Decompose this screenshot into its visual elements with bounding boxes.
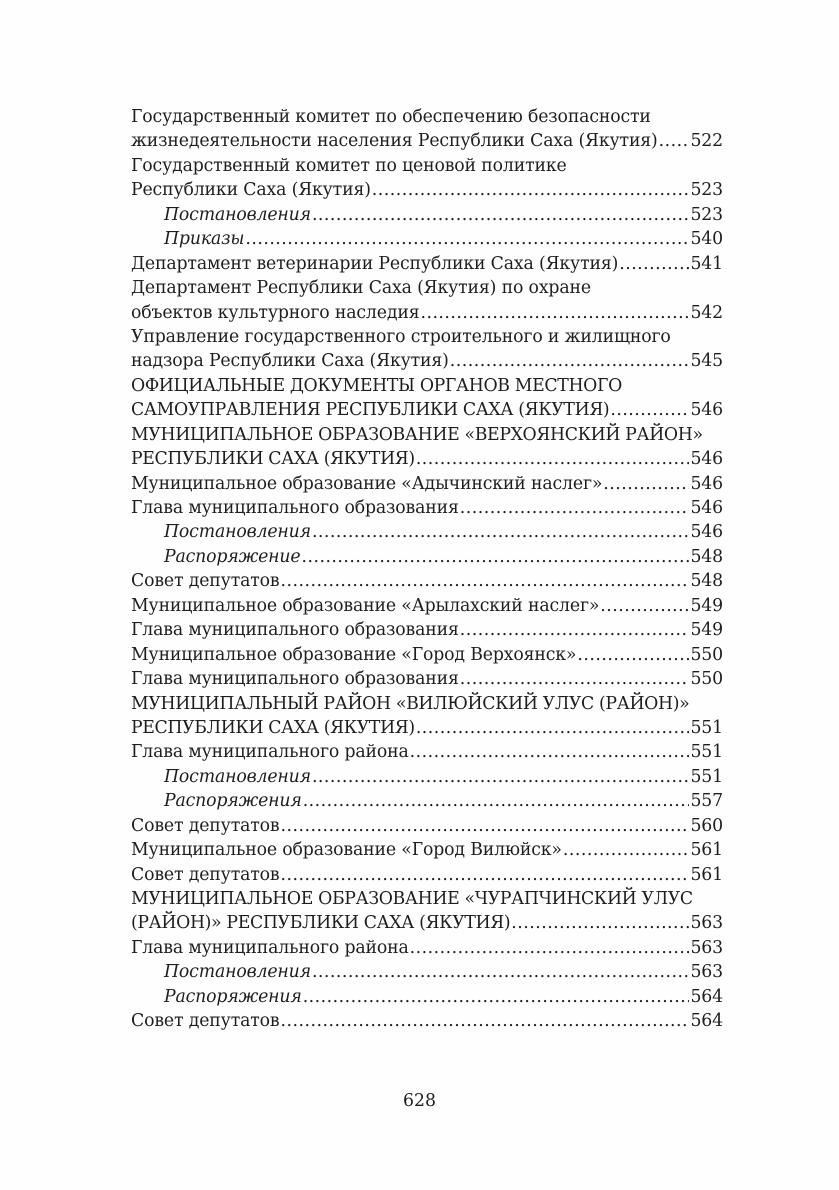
toc-entry-title: Глава муниципального района bbox=[131, 937, 409, 958]
dot-leader bbox=[312, 960, 690, 984]
toc-entry-title: МУНИЦИПАЛЬНОЕ ОБРАЗОВАНИЕ «ВЕРХОЯНСКИЙ РАЙОН» bbox=[131, 424, 703, 445]
toc-entry-title: Постановления bbox=[164, 204, 311, 225]
toc-entry-line bbox=[131, 545, 723, 569]
toc-entry-title: МУНИЦИПАЛЬНОЕ ОБРАЗОВАНИЕ «ЧУРАПЧИНСКИЙ УЛУС bbox=[131, 889, 693, 909]
toc-page-number: 560 bbox=[690, 815, 723, 836]
dot-leader bbox=[312, 520, 690, 544]
toc-entry bbox=[131, 105, 723, 154]
toc-entry-line bbox=[131, 129, 723, 153]
toc-entry-title: Муниципальное образование «Арылахский наслег» bbox=[131, 595, 600, 616]
toc-entry bbox=[131, 423, 723, 472]
toc-entry-line bbox=[131, 154, 723, 178]
toc-page-number: 546 bbox=[690, 473, 723, 494]
toc-entry-line bbox=[131, 349, 723, 373]
toc-entry bbox=[131, 887, 723, 936]
toc-entry-title: Глава муниципального образования bbox=[131, 620, 459, 641]
toc-entry-line bbox=[131, 301, 723, 325]
toc-entry-title: Совет депутатов bbox=[131, 815, 280, 836]
dot-leader bbox=[281, 863, 690, 887]
toc-entry-title: Департамент Республики Саха (Якутия) по охране bbox=[131, 278, 591, 299]
toc-page-number: 551 bbox=[690, 766, 723, 787]
toc-entry-title: Совет депутатов bbox=[131, 864, 280, 885]
toc-entry-title: Постановления bbox=[164, 962, 311, 983]
toc-entry-line bbox=[131, 325, 723, 349]
toc-entry-title: Глава муниципального образования bbox=[131, 498, 459, 518]
toc-entry-title: Распоряжения bbox=[164, 986, 302, 1007]
toc-entry bbox=[131, 936, 723, 960]
toc-entry-line bbox=[131, 1009, 723, 1033]
dot-leader bbox=[450, 349, 690, 373]
toc-entry bbox=[131, 203, 723, 227]
toc-entry bbox=[131, 374, 723, 423]
toc-entry-line bbox=[131, 960, 723, 984]
toc-entry-title: Государственный комитет по ценовой политике bbox=[131, 155, 567, 176]
dot-leader bbox=[460, 667, 690, 691]
toc-entry-line bbox=[131, 496, 723, 520]
toc-page-number: 564 bbox=[690, 986, 723, 1007]
toc-entry bbox=[131, 814, 723, 838]
dot-leader bbox=[301, 545, 689, 569]
toc-entry-line bbox=[131, 252, 723, 276]
toc-page-number: 548 bbox=[690, 546, 723, 567]
toc-page-number: 546 bbox=[690, 522, 723, 543]
toc-page-number: 561 bbox=[690, 840, 723, 861]
toc-entry-line bbox=[131, 569, 723, 593]
toc-entry-title: Постановления bbox=[164, 766, 311, 787]
toc-entry-title: ОФИЦИАЛЬНЫЕ ДОКУМЕНТЫ ОРГАНОВ МЕСТНОГО bbox=[131, 375, 622, 396]
dot-leader bbox=[610, 398, 689, 422]
toc-entry-line bbox=[131, 814, 723, 838]
toc-page-number: 551 bbox=[690, 742, 723, 763]
dot-leader bbox=[420, 301, 689, 325]
toc-entry-line bbox=[131, 789, 723, 813]
toc-entry bbox=[131, 618, 723, 642]
toc-entry-line bbox=[131, 594, 723, 618]
toc-entry bbox=[131, 520, 723, 544]
dot-leader bbox=[577, 643, 689, 667]
toc-entry-line bbox=[131, 838, 723, 862]
toc-entry bbox=[131, 472, 723, 496]
toc-page-number: 523 bbox=[690, 204, 723, 225]
toc-entry-line bbox=[131, 863, 723, 887]
toc-page-number: 549 bbox=[690, 620, 723, 641]
dot-leader bbox=[460, 496, 690, 520]
toc-entry-line bbox=[131, 520, 723, 544]
toc-entry-title: жизнедеятельности населения Республики Саха (Якутия) bbox=[131, 131, 658, 152]
toc-entry bbox=[131, 252, 723, 276]
toc-entry bbox=[131, 227, 723, 251]
toc-entry bbox=[131, 496, 723, 520]
toc-entry bbox=[131, 985, 723, 1009]
toc-page-number: 522 bbox=[690, 131, 723, 152]
toc-page-number: 563 bbox=[690, 962, 723, 983]
toc-page-number: 540 bbox=[690, 229, 723, 250]
toc-entry-line bbox=[131, 447, 723, 471]
toc-entry-title: Департамент ветеринарии Республики Саха (Якутия) bbox=[131, 253, 619, 274]
dot-leader bbox=[600, 594, 689, 618]
toc-entry bbox=[131, 667, 723, 691]
dot-leader bbox=[312, 203, 690, 227]
toc-entry bbox=[131, 692, 723, 741]
dot-leader bbox=[563, 838, 690, 862]
toc-entry-title: РЕСПУБЛИКИ САХА (ЯКУТИЯ) bbox=[131, 717, 415, 738]
toc-entry-line bbox=[131, 227, 723, 251]
toc-page-number: 546 bbox=[690, 400, 723, 421]
toc-page-number: 542 bbox=[690, 302, 723, 323]
dot-leader bbox=[303, 985, 690, 1009]
toc-entry-line bbox=[131, 887, 723, 911]
toc-entry-title: Распоряжения bbox=[164, 791, 302, 812]
dot-leader bbox=[603, 472, 689, 496]
toc-entry-title: Глава муниципального образования bbox=[131, 669, 459, 690]
toc-entry-line bbox=[131, 740, 723, 764]
toc-entry bbox=[131, 154, 723, 203]
dot-leader bbox=[659, 129, 690, 153]
toc-entry-title: РЕСПУБЛИКИ САХА (ЯКУТИЯ) bbox=[131, 449, 415, 470]
toc-entry-title: Совет депутатов bbox=[131, 1011, 280, 1032]
toc-entry-line bbox=[131, 203, 723, 227]
toc-entry-title: надзора Республики Саха (Якутия) bbox=[131, 351, 449, 372]
toc-page-number: 561 bbox=[690, 864, 723, 885]
toc-entry bbox=[131, 765, 723, 789]
toc-entry bbox=[131, 545, 723, 569]
toc-entry-line bbox=[131, 618, 723, 642]
toc-entry-title: Распоряжение bbox=[164, 546, 301, 567]
toc-entry bbox=[131, 643, 723, 667]
page-number: 628 bbox=[403, 1091, 436, 1111]
toc-entry-title: Управление государственного строительного и жилищного bbox=[131, 326, 671, 347]
toc-page-number: 550 bbox=[690, 669, 723, 690]
dot-leader bbox=[416, 447, 690, 471]
toc-entry bbox=[131, 863, 723, 887]
toc-page-number: 563 bbox=[690, 937, 723, 958]
toc-entry-title: Постановления bbox=[164, 522, 311, 543]
dot-leader bbox=[410, 740, 690, 764]
toc-page-number: 545 bbox=[690, 351, 723, 372]
toc-entry-line bbox=[131, 398, 723, 422]
toc-page-number: 564 bbox=[690, 1011, 723, 1032]
toc-entry-line bbox=[131, 276, 723, 300]
toc-entry-line bbox=[131, 423, 723, 447]
toc-entry bbox=[131, 594, 723, 618]
toc-page-number: 549 bbox=[690, 595, 723, 616]
toc-entry-title: Республики Саха (Якутия) bbox=[131, 180, 371, 201]
dot-leader bbox=[511, 911, 689, 935]
toc-page-number: 548 bbox=[690, 571, 723, 592]
toc-page-number: 550 bbox=[690, 644, 723, 665]
toc-entry-title: Приказы bbox=[164, 229, 245, 250]
toc-entry-title: Государственный комитет по обеспечению безопасности bbox=[131, 107, 651, 127]
toc-entry bbox=[131, 276, 723, 325]
toc-entry-title: объектов культурного наследия bbox=[131, 302, 420, 323]
dot-leader bbox=[619, 252, 689, 276]
toc-entry bbox=[131, 838, 723, 862]
toc-page-number: 523 bbox=[690, 180, 723, 201]
toc-entry-title: Совет депутатов bbox=[131, 571, 280, 592]
toc-entry bbox=[131, 960, 723, 984]
toc-entry-line bbox=[131, 692, 723, 716]
dot-leader bbox=[281, 1009, 690, 1033]
toc-page-number: 551 bbox=[690, 717, 723, 738]
toc-entry-line bbox=[131, 374, 723, 398]
dot-leader bbox=[460, 618, 690, 642]
dot-leader bbox=[303, 789, 690, 813]
dot-leader bbox=[281, 569, 690, 593]
toc-entry-title: Муниципальное образование «Город Вилюйск» bbox=[131, 840, 562, 861]
dot-leader bbox=[372, 178, 690, 202]
dot-leader bbox=[410, 936, 690, 960]
toc-page-number: 563 bbox=[690, 913, 723, 934]
toc-entry-title: Муниципальное образование «Город Верхоянск» bbox=[131, 644, 577, 665]
toc-entry bbox=[131, 1009, 723, 1033]
toc-page-number: 541 bbox=[690, 253, 723, 274]
dot-leader bbox=[416, 716, 690, 740]
toc-entry-line bbox=[131, 765, 723, 789]
dot-leader bbox=[312, 765, 690, 789]
toc-entry bbox=[131, 740, 723, 764]
toc-entry-line bbox=[131, 667, 723, 691]
toc-entry-title: МУНИЦИПАЛЬНЫЙ РАЙОН «ВИЛЮЙСКИЙ УЛУС (РАЙОН)» bbox=[131, 693, 690, 714]
toc-page-number: 546 bbox=[690, 498, 723, 518]
toc-entry-line bbox=[131, 472, 723, 496]
toc-entry-line bbox=[131, 911, 723, 935]
toc-entry-title: Глава муниципального района bbox=[131, 742, 409, 763]
toc-entry-line bbox=[131, 716, 723, 740]
toc-entry-line bbox=[131, 105, 723, 129]
table-of-contents bbox=[131, 105, 723, 1034]
toc-entry bbox=[131, 325, 723, 374]
dot-leader bbox=[281, 814, 690, 838]
dot-leader bbox=[245, 227, 689, 251]
toc-entry-line bbox=[131, 936, 723, 960]
toc-entry-line bbox=[131, 643, 723, 667]
toc-entry bbox=[131, 569, 723, 593]
toc-entry bbox=[131, 789, 723, 813]
toc-entry-line bbox=[131, 985, 723, 1009]
toc-page-number: 557 bbox=[690, 791, 723, 812]
toc-entry-line bbox=[131, 178, 723, 202]
toc-entry-title: (РАЙОН)» РЕСПУБЛИКИ САХА (ЯКУТИЯ) bbox=[131, 913, 511, 934]
toc-entry-title: Муниципальное образование «Адычинский наслег» bbox=[131, 473, 603, 494]
toc-entry-title: САМОУПРАВЛЕНИЯ РЕСПУБЛИКИ САХА (ЯКУТИЯ) bbox=[131, 400, 610, 421]
toc-page-number: 546 bbox=[690, 449, 723, 470]
